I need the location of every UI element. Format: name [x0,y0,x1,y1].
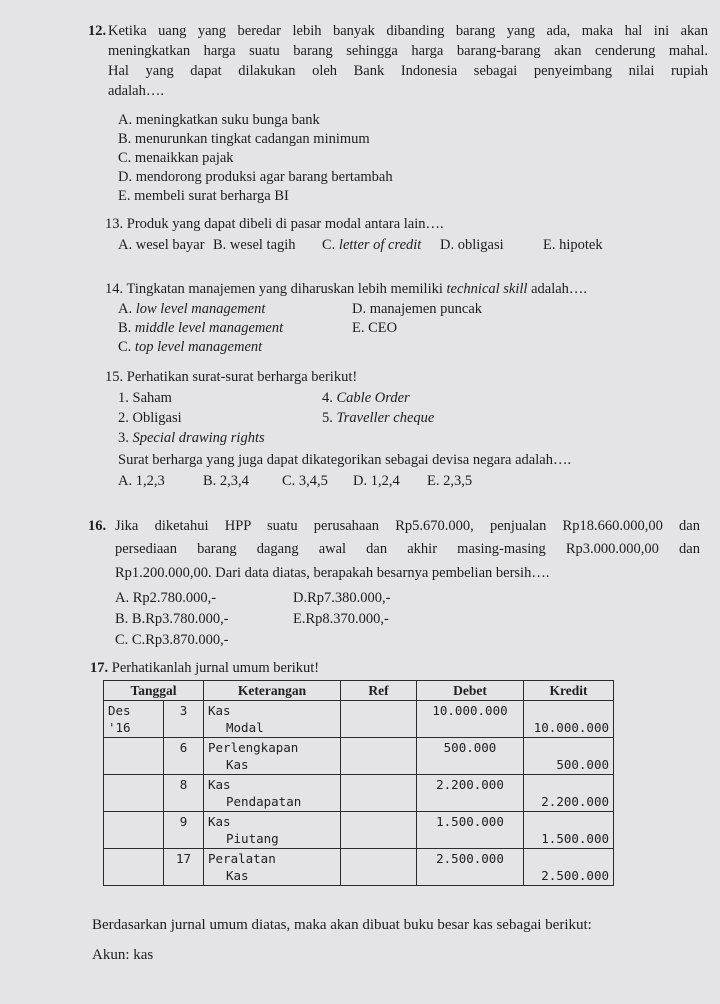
table-row [104,775,614,812]
header-kredit: Kredit [524,681,614,701]
debet-cell [417,738,524,775]
day-cell: 8 [164,775,204,812]
q13-option-e: E. hipotek [543,237,603,253]
credit-account: Pendapatan [226,794,302,809]
q13-option-c-prefix: C. [322,237,336,253]
q16-line-1: Jika diketahui HPP suatu perusahaan Rp5.670.000, penjualan Rp18.660.000,00 dan [115,518,700,534]
q12-option-c: C. menaikkan pajak [118,150,234,166]
table-row [104,812,614,849]
q15-item-3-prefix: 3. [118,430,129,446]
q14-text-after: adalah…. [531,281,588,297]
debet-cell [417,701,524,738]
q13-option-d: D. obligasi [440,237,504,253]
debet-value: 2.200.000 [436,777,504,792]
kredit-cell [524,701,614,738]
month-cell [104,775,164,812]
kredit-value: 500.000 [556,757,609,772]
header-ref: Ref [341,681,417,701]
ref-cell [341,701,417,738]
debet-value: 2.500.000 [436,851,504,866]
debet-cell [417,775,524,812]
q14-text-italic: technical skill [446,281,528,297]
q15-item-2: 2. Obligasi [118,410,182,426]
debit-account: Perlengkapan [208,740,299,755]
debet-cell [417,812,524,849]
q14-option-c-prefix: C. [118,339,132,355]
q15-item-1: 1. Saham [118,390,172,406]
ref-cell [341,812,417,849]
q15-item-5-text: Traveller cheque [336,410,435,426]
q16-option-b: B. B.Rp3.780.000,- [115,611,229,627]
month-cell [104,738,164,775]
year-label: '16 [108,720,131,735]
table-row [104,701,614,738]
ref-cell [341,738,417,775]
debit-account: Kas [208,703,231,718]
kredit-value: 2.500.000 [541,868,609,883]
kredit-cell [524,812,614,849]
month-cell [104,701,164,738]
day-cell: 6 [164,738,204,775]
table-row [104,738,614,775]
q16-line-2: persediaan barang dagang awal dan akhir masing-masing Rp3.000.000,00 dan [115,541,700,557]
q15-item-4 [322,389,410,407]
keterangan-cell [204,701,341,738]
credit-account: Kas [226,757,249,772]
q14-option-a-text: low level management [135,301,266,317]
q14-option-c [118,338,262,356]
q15-option-b: B. 2,3,4 [203,473,249,489]
q16-option-e: E.Rp8.370.000,- [293,611,389,627]
q17-number: 17. [90,660,109,676]
q15-item-5-prefix: 5. [322,410,333,426]
debet-value: 500.000 [443,740,497,755]
ref-cell [341,775,417,812]
kredit-cell [524,849,614,886]
q15-item-5 [322,409,434,427]
q15-option-a: A. 1,2,3 [118,473,165,489]
kredit-cell [524,775,614,812]
q14-stem [105,280,587,298]
q15-question: Surat berharga yang juga dapat dikategorikan sebagai devisa negara adalah…. [118,452,572,468]
journal-header-row [104,681,614,701]
q12-line-3: Hal yang dapat dilakukan oleh Bank Indonesia sebagai penyeimbang nilai rupiah [108,63,708,79]
debet-value: 10.000.000 [432,703,508,718]
q13-option-a: A. wesel bayar [118,237,205,253]
q16-number: 16. [88,518,107,534]
ref-cell [341,849,417,886]
q13-stem [105,215,444,233]
keterangan-cell [204,775,341,812]
kredit-value: 1.500.000 [541,831,609,846]
kredit-value: 2.200.000 [541,794,609,809]
kredit-value: 10.000.000 [533,720,609,735]
credit-account: Piutang [226,831,279,846]
debit-account: Kas [208,777,231,792]
keterangan-cell [204,738,341,775]
q14-option-e: E. CEO [352,320,398,336]
q14-option-d: D. manajemen puncak [352,301,483,317]
day-cell: 3 [164,701,204,738]
q12-option-e: E. membeli surat berharga BI [118,188,289,204]
debit-account: Kas [208,814,231,829]
q13-number: 13. [105,216,124,232]
q16-option-c: C. C.Rp3.870.000,- [115,632,229,648]
table-row [104,849,614,886]
kredit-cell [524,738,614,775]
day-cell: 9 [164,812,204,849]
q14-option-c-text: top level management [134,339,263,355]
q15-item-3 [118,429,265,447]
q14-text-before: Tingkatan manajemen yang diharuskan lebih memiliki [126,281,443,297]
debit-account: Peralatan [208,851,276,866]
q15-option-c: C. 3,4,5 [282,473,328,489]
q12-line-2: meningkatkan harga suatu barang sehingga harga barang-barang akan cenderung mahal. [108,43,708,59]
q12-option-a: A. meningkatkan suku bunga bank [118,112,320,128]
q15-stem [105,368,357,386]
q15-option-e: E. 2,3,5 [427,473,473,489]
month-label: Des [108,703,131,718]
debet-value: 1.500.000 [436,814,504,829]
q14-option-b [118,319,283,337]
q15-number: 15. [105,369,124,385]
q16-option-d: D.Rp7.380.000,- [293,590,391,606]
header-debet: Debet [417,681,524,701]
q12-number: 12. [88,23,107,39]
debet-cell [417,849,524,886]
month-cell [104,849,164,886]
q12-option-d: D. mendorong produksi agar barang bertambah [118,169,393,185]
q14-number: 14. [105,281,124,297]
header-tanggal: Tanggal [104,681,204,701]
q14-option-a-prefix: A. [118,301,133,317]
q15-option-d: D. 1,2,4 [353,473,400,489]
q14-option-b-text: middle level management [134,320,284,336]
q17-text: Perhatikanlah jurnal umum berikut! [111,660,320,676]
q13-option-c [322,236,421,254]
header-keterangan: Keterangan [204,681,341,701]
q17-stem [90,659,319,677]
q13-text: Produk yang dapat dibeli di pasar modal antara lain…. [126,216,444,232]
q17-account-label: Akun: kas [92,947,154,963]
q12-line-1: Ketika uang yang beredar lebih banyak dibanding barang yang ada, maka hal ini akan [108,23,708,39]
q15-item-4-prefix: 4. [322,390,333,406]
q13-option-b: B. wesel tagih [213,237,296,253]
keterangan-cell [204,849,341,886]
q13-option-c-text: letter of credit [338,237,422,253]
keterangan-cell [204,812,341,849]
q16-option-a: A. Rp2.780.000,- [115,590,217,606]
journal-table [103,680,614,886]
q15-item-4-text: Cable Order [336,390,410,406]
q17-after-text: Berdasarkan jurnal umum diatas, maka akan dibuat buku besar kas sebagai berikut: [92,917,592,933]
q14-option-b-prefix: B. [118,320,132,336]
q15-text: Perhatikan surat-surat berharga berikut! [126,369,358,385]
q12-option-b: B. menurunkan tingkat cadangan minimum [118,131,370,147]
credit-account: Kas [226,868,249,883]
q14-option-a [118,300,265,318]
q12-line-4: adalah…. [108,83,164,99]
month-cell [104,812,164,849]
q16-line-3: Rp1.200.000,00. Dari data diatas, berapakah besarnya pembelian bersih…. [115,565,550,581]
credit-account: Modal [226,720,264,735]
day-cell: 17 [164,849,204,886]
q15-item-3-text: Special drawing rights [132,430,265,446]
